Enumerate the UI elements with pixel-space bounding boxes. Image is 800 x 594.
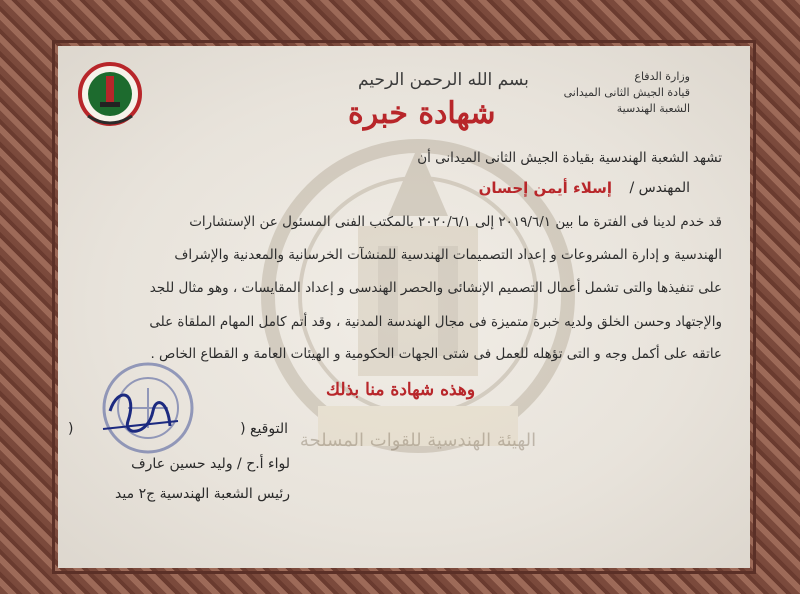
signature-label: التوقيع ( bbox=[240, 421, 288, 437]
engineer-name: إسلاء أيمن إحسان bbox=[478, 179, 612, 197]
certificate-paper bbox=[58, 46, 750, 568]
body-line-5: على تنفيذها والتى تشمل أعمال التصميم الإنشائى والحصر الهندسى و إعداد المقايسات ، وهو مثال للجد bbox=[149, 280, 722, 296]
signature-close-paren: ) bbox=[68, 421, 74, 437]
body-line-3: قد خدم لدينا فى الفترة ما بين ٢٠١٩/٦/١ إلى ٢٠٢٠/٦/١ بالمكتب الفنى المسئول عن الإستشارات bbox=[189, 214, 722, 230]
signer-position: رئيس الشعبة الهندسية ج٢ ميد bbox=[115, 486, 290, 502]
body-line-4: الهندسية و إدارة المشروعات و إعداد التصميمات الهندسية للمنشآت الخرسانية والمعدنية والإشراف bbox=[174, 247, 722, 263]
army-emblem bbox=[76, 60, 144, 132]
basmala: بسم الله الرحمن الرحيم bbox=[358, 70, 529, 90]
ministry-line-3: الشعبة الهندسية bbox=[616, 102, 690, 115]
svg-text:الهيئة الهندسية للقوات المسلحة: الهيئة الهندسية للقوات المسلحة bbox=[299, 430, 537, 451]
name-prefix: المهندس / bbox=[629, 180, 690, 196]
body-line-7: عاتقه على أكمل وجه و التى تؤهله للعمل فى شتى الجهات الحكومية و الهيئات العامة و القطاع الخاص . bbox=[150, 346, 722, 362]
ministry-line-1: وزارة الدفاع bbox=[634, 70, 690, 83]
ministry-line-2: قيادة الجيش الثانى الميدانى bbox=[563, 86, 690, 99]
certificate-title: شهادة خبرة bbox=[348, 96, 496, 131]
signer-name: لواء أ.ح / وليد حسين عارف bbox=[131, 456, 290, 472]
closing-line: وهذه شهادة منا بذلك bbox=[326, 380, 476, 400]
watermark-text bbox=[258, 406, 578, 466]
body-line-6: والإجتهاد وحسن الخلق ولديه خبرة متميزة فى مجال الهندسة المدنية ، وقد أتم كامل المهام الملقاة على bbox=[149, 314, 722, 330]
body-line-1: تشهد الشعبة الهندسية بقيادة الجيش الثانى الميدانى أن bbox=[417, 150, 722, 166]
